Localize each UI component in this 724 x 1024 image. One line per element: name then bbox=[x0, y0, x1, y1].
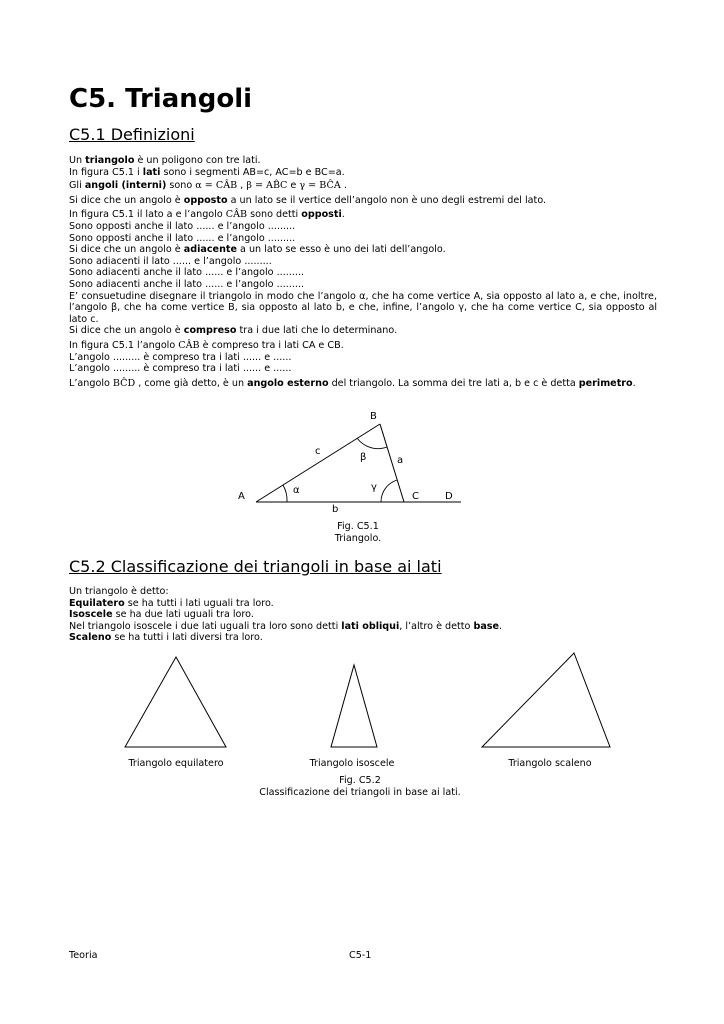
text-paragraph: E’ consuetudine disegnare il triangolo in modo che l’angolo α, che ha come vertice A, sia opposto al lato a, e che, inoltre, l’angolo β, che ha come vertice B, sia opposto al lato b, e che, infine, l’angolo γ, che ha come vertice C, sia opposto al lato c. bbox=[69, 290, 657, 325]
text-line: Sono adiacenti anche il lato ...... e l’angolo ......... bbox=[69, 267, 305, 279]
label-vertex-a: A bbox=[238, 491, 245, 502]
alpha-arc bbox=[283, 485, 287, 502]
isosceles-triangle bbox=[331, 665, 377, 747]
scalene-triangle bbox=[482, 653, 610, 747]
label-side-c: c bbox=[315, 446, 321, 457]
caption-number: Fig. C5.1 bbox=[337, 521, 379, 532]
triangle-figure bbox=[0, 400, 724, 520]
text-line: Si dice che un angolo è compreso tra i due lati che lo determinano. bbox=[69, 325, 398, 337]
text-line: Sono opposti anche il lato ...... e l’angolo ......... bbox=[69, 232, 296, 244]
footer-left: Teoria bbox=[69, 950, 98, 961]
text-line: Equilatero se ha tutti i lati uguali tra loro. bbox=[69, 597, 274, 609]
text-line: Si dice che un angolo è opposto a un lato se il vertice dell’angolo non è uno degli estremi del lato. bbox=[69, 194, 547, 206]
label-gamma: γ bbox=[371, 482, 377, 493]
text-line: In figura C5.1 il lato a e l’angolo CÂB sono detti opposti. bbox=[69, 209, 345, 221]
caption-text: Classificazione dei triangoli in base ai lati. bbox=[259, 786, 461, 798]
text-line: In figura C5.1 l’angolo CÂB è compreso tra i lati CA e CB. bbox=[69, 339, 344, 351]
beta-arc bbox=[357, 438, 387, 449]
text-line: L’angolo ......... è compreso tra i lati ...... e ...... bbox=[69, 351, 292, 363]
equilateral-triangle bbox=[125, 657, 226, 747]
text-line: Gli angoli (interni) sono α = CÂB , β = AB̂C e γ = BĈA . bbox=[69, 180, 347, 192]
caption-text: Triangolo. bbox=[334, 532, 382, 544]
text-line: Scaleno se ha tutti i lati diversi tra loro. bbox=[69, 632, 263, 644]
triangle-types-figure bbox=[0, 645, 724, 775]
label-vertex-b: B bbox=[370, 411, 377, 422]
side-c bbox=[256, 424, 380, 502]
text-line: L’angolo BĈD , come già detto, è un angolo esterno del triangolo. La somma dei tre lati a, b e c è detta perimetro. bbox=[69, 377, 636, 389]
label-side-b: b bbox=[332, 504, 339, 515]
text-line: Nel triangolo isoscele i due lati uguali tra loro sono detti lati obliqui, l’altro è detto base. bbox=[69, 620, 503, 632]
text-line: Si dice che un angolo è adiacente a un lato se esso è uno dei lati dell’angolo. bbox=[69, 244, 446, 256]
label-vertex-c: C bbox=[412, 491, 419, 502]
section-definizioni-body bbox=[69, 155, 657, 389]
page-title: C5. Triangoli bbox=[69, 84, 253, 114]
label-alpha: α bbox=[293, 485, 300, 496]
text-line: Sono adiacenti il lato ...... e l’angolo ......... bbox=[69, 255, 272, 267]
text-line: Un triangolo è un poligono con tre lati. bbox=[69, 155, 261, 166]
text-line: In figura C5.1 i lati sono i segmenti AB=c, AC=b e BC=a. bbox=[69, 166, 345, 178]
text-line: L’angolo ......... è compreso tra i lati ...... e ...... bbox=[69, 363, 292, 375]
text-line: Isoscele se ha due lati uguali tra loro. bbox=[69, 609, 254, 621]
label-isosceles: Triangolo isoscele bbox=[309, 758, 395, 769]
gamma-arc bbox=[381, 480, 397, 502]
section-heading-classificazione: C5.2 Classificazione dei triangoli in base ai lati bbox=[69, 557, 442, 576]
text-line: Sono opposti anche il lato ...... e l’angolo ......... bbox=[69, 220, 296, 232]
label-side-a: a bbox=[397, 455, 404, 466]
label-scalene: Triangolo scaleno bbox=[508, 758, 592, 769]
section-heading-definizioni: C5.1 Definizioni bbox=[69, 125, 195, 144]
footer-page-number: C5-1 bbox=[349, 950, 372, 961]
figure-caption bbox=[230, 775, 490, 798]
figure-caption bbox=[296, 521, 420, 544]
label-equilateral: Triangolo equilatero bbox=[128, 758, 224, 769]
section-classificazione-body bbox=[69, 586, 657, 644]
label-point-d: D bbox=[445, 491, 453, 502]
caption-number: Fig. C5.2 bbox=[339, 775, 381, 786]
text-line: Sono adiacenti anche il lato ...... e l’angolo ......... bbox=[69, 278, 305, 290]
text-line: Un triangolo è detto: bbox=[69, 586, 169, 597]
label-beta: β bbox=[360, 452, 367, 463]
